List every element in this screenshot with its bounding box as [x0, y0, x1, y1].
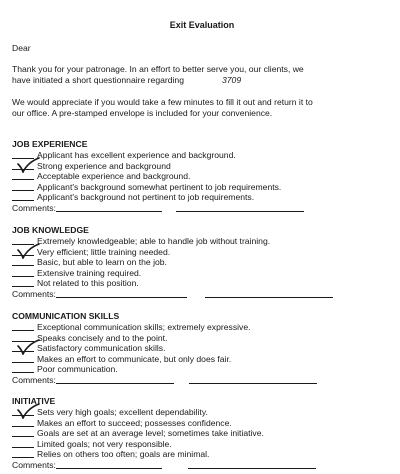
- option-label: Not related to this position.: [37, 278, 139, 289]
- intro-line-2: [12, 75, 394, 86]
- rating-option[interactable]: [12, 278, 396, 289]
- option-label: Extensive training required.: [37, 267, 142, 278]
- checkbox-blank[interactable]: [12, 418, 34, 427]
- comments-label: Comments:: [12, 459, 56, 470]
- option-label: Poor communication.: [37, 364, 118, 375]
- option-label: Basic, but able to learn on the job.: [37, 257, 167, 268]
- rating-option[interactable]: [12, 161, 396, 172]
- checkmark-icon: [16, 157, 40, 173]
- comments-field-continued[interactable]: [205, 289, 333, 298]
- rating-option[interactable]: [12, 439, 396, 450]
- intro-line-2-text: have initiated a short questionnaire regarding: [12, 74, 184, 85]
- comments-label: Comments:: [12, 202, 56, 213]
- checkbox-blank[interactable]: [12, 278, 34, 287]
- rating-option[interactable]: [12, 236, 396, 247]
- checkbox-blank[interactable]: [12, 439, 34, 448]
- checkmark-icon: [16, 243, 40, 259]
- option-label: Acceptable experience and background.: [37, 171, 191, 182]
- checkmark-icon: [16, 339, 40, 355]
- rating-option[interactable]: [12, 449, 396, 460]
- section-heading: COMMUNICATION SKILLS: [12, 311, 120, 321]
- comments-label: Comments:: [12, 374, 56, 385]
- intro-paragraph: [12, 64, 394, 85]
- option-label: Applicant has excellent experience and background.: [37, 150, 236, 160]
- comments-field[interactable]: [56, 375, 174, 384]
- option-label: Sets very high goals; excellent dependability.: [37, 407, 208, 417]
- rating-option[interactable]: [12, 407, 396, 418]
- option-label: Makes an effort to succeed; possesses confidence.: [37, 417, 232, 428]
- section-communication-skills: [12, 311, 396, 386]
- checkbox-blank[interactable]: [12, 182, 34, 191]
- section-initiative: [12, 396, 396, 471]
- section-job-knowledge: [12, 225, 396, 300]
- page-title: Exit Evaluation: [169, 20, 235, 30]
- section-heading: JOB EXPERIENCE: [12, 139, 88, 149]
- rating-option[interactable]: [12, 171, 396, 182]
- option-label: Strong experience and background: [37, 160, 171, 171]
- comments-label: Comments:: [12, 288, 56, 299]
- option-label: Speaks concisely and to the point.: [37, 332, 168, 343]
- checkbox-blank[interactable]: [12, 171, 34, 180]
- request-line-1: We would appreciate if you would take a few minutes to fill it out and return it to: [12, 97, 313, 107]
- checkbox-blank[interactable]: [12, 257, 34, 266]
- comments-row: [12, 375, 396, 386]
- checkbox-blank[interactable]: [12, 268, 34, 277]
- option-label: Limited goals; not very responsible.: [37, 438, 172, 449]
- intro-line-1: Thank you for your patronage. In an effort to better serve you, our clients, we: [12, 64, 304, 74]
- option-label: Applicant's background not pertinent to job requirements.: [37, 192, 255, 203]
- section-heading: JOB KNOWLEDGE: [12, 225, 89, 235]
- rating-option[interactable]: [12, 268, 396, 279]
- comments-row: [12, 203, 396, 214]
- checkbox-blank[interactable]: [12, 428, 34, 437]
- comments-field[interactable]: [56, 289, 187, 298]
- option-label: Goals are set at an average level; sometimes take initiative.: [37, 428, 264, 439]
- rating-option[interactable]: [12, 418, 396, 429]
- rating-option[interactable]: [12, 354, 396, 365]
- rating-option[interactable]: [12, 150, 396, 161]
- checkmark-icon: [16, 403, 40, 419]
- option-label: Exceptional communication skills; extremely expressive.: [37, 322, 251, 332]
- checkbox-blank[interactable]: [12, 354, 34, 363]
- question-number: 3709: [222, 74, 242, 85]
- comments-field-continued[interactable]: [188, 460, 316, 469]
- rating-option[interactable]: [12, 192, 396, 203]
- option-label: Extremely knowledgeable; able to handle job without training.: [37, 236, 271, 246]
- option-label: Relies on others too often; goals are minimal.: [37, 449, 210, 460]
- rating-option[interactable]: [12, 333, 396, 344]
- checkbox-blank[interactable]: [12, 449, 34, 458]
- checkbox-blank[interactable]: [12, 322, 34, 331]
- request-line-2: our office. A pre-stamped envelope is included for your convenience.: [12, 107, 273, 118]
- rating-option[interactable]: [12, 428, 396, 439]
- option-label: Applicant's background somewhat pertinent to job requirements.: [37, 181, 282, 192]
- option-label: Very efficient; little training needed.: [37, 246, 171, 257]
- option-label: Satisfactory communication skills.: [37, 343, 166, 354]
- comments-row: [12, 289, 396, 300]
- section-job-experience: [12, 139, 396, 214]
- section-heading: INITIATIVE: [12, 396, 56, 406]
- comments-field-continued[interactable]: [189, 375, 317, 384]
- comments-field-continued[interactable]: [176, 203, 304, 212]
- rating-option[interactable]: [12, 257, 396, 268]
- comments-row: [12, 460, 396, 471]
- rating-option[interactable]: [12, 182, 396, 193]
- checkbox-blank[interactable]: [12, 364, 34, 373]
- checkbox-blank[interactable]: [12, 192, 34, 201]
- rating-option[interactable]: [12, 343, 396, 354]
- comments-field[interactable]: [56, 460, 162, 469]
- comments-field[interactable]: [56, 203, 162, 212]
- salutation: Dear: [12, 43, 31, 53]
- rating-option[interactable]: [12, 322, 396, 333]
- rating-option[interactable]: [12, 364, 396, 375]
- request-paragraph: [12, 97, 394, 118]
- rating-option[interactable]: [12, 247, 396, 258]
- option-label: Makes an effort to communicate, but only does fair.: [37, 353, 232, 364]
